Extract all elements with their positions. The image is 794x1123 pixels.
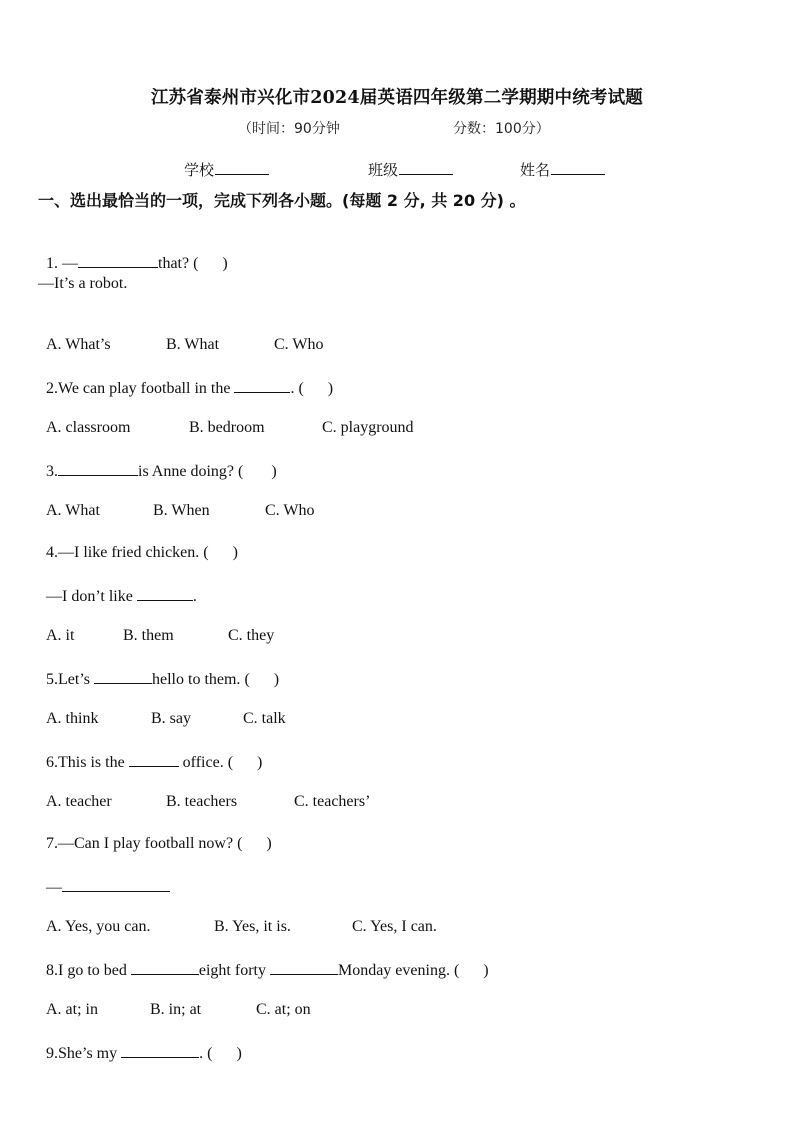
question-2-options <box>38 398 414 438</box>
question-text: 2.We can play football in the <box>46 380 231 397</box>
option-c[interactable]: C. talk <box>243 710 286 727</box>
option-c[interactable]: C. teachers’ <box>294 793 371 810</box>
answer-parenthesis[interactable]: ( ) <box>237 835 272 852</box>
exam-score: 分数：100分） <box>453 121 550 137</box>
option-c[interactable]: C. playground <box>322 419 414 436</box>
question-4 <box>38 523 238 563</box>
question-7 <box>38 814 272 854</box>
option-b[interactable]: B. When <box>153 502 210 519</box>
option-c[interactable]: C. Who <box>265 502 315 519</box>
exam-time: （时间：90分钟 <box>238 121 340 137</box>
section-heading: 一、选出最恰当的一项，完成下列各小题。(每题 2 分, 共 20 分) 。 <box>38 191 526 210</box>
option-a[interactable]: A. at; in <box>46 1001 98 1018</box>
question-7-reply <box>38 856 170 898</box>
answer-blank[interactable] <box>137 585 193 601</box>
school-blank[interactable] <box>215 158 269 175</box>
question-text: 5.Let’s <box>46 671 90 688</box>
answer-parenthesis[interactable]: ( ) <box>193 255 228 272</box>
option-a[interactable]: A. teacher <box>46 793 112 810</box>
reply-text: . <box>192 588 197 605</box>
question-3 <box>38 440 277 482</box>
answer-blank[interactable] <box>78 252 158 268</box>
option-b[interactable]: B. in; at <box>150 1001 202 1018</box>
answer-parenthesis[interactable]: ( ) <box>203 544 238 561</box>
option-a[interactable]: A. classroom <box>46 419 131 436</box>
question-text: Monday evening. <box>337 962 450 979</box>
answer-blank[interactable] <box>94 668 152 684</box>
class-label: 班级 <box>368 161 399 179</box>
option-a[interactable]: A. What’s <box>46 336 111 353</box>
class-blank[interactable] <box>399 158 453 175</box>
question-text: eight forty <box>198 962 266 979</box>
question-text: that? <box>158 255 190 272</box>
school-label: 学校 <box>184 161 215 179</box>
question-6-options <box>38 772 370 812</box>
question-text: 7.—Can I play football now? <box>46 835 234 852</box>
question-2 <box>38 357 333 399</box>
name-blank[interactable] <box>551 158 605 175</box>
answer-blank[interactable] <box>121 1042 199 1058</box>
option-c[interactable]: C. they <box>228 627 275 644</box>
answer-blank[interactable] <box>131 959 199 975</box>
option-b[interactable]: B. say <box>151 710 191 727</box>
option-c[interactable]: C. Who <box>274 336 324 353</box>
question-3-options <box>38 481 314 521</box>
answer-blank[interactable] <box>62 876 170 892</box>
question-8 <box>38 939 489 981</box>
reply-text: — <box>46 879 62 896</box>
question-text: hello to them. <box>152 671 241 688</box>
reply-text: —I don’t like <box>46 588 133 605</box>
page-title: 江苏省泰州市兴化市2024届英语四年级第二学期期中统考试题 <box>150 88 643 108</box>
option-b[interactable]: B. bedroom <box>189 419 265 436</box>
question-text: 4.—I like fried chicken. <box>46 544 200 561</box>
option-c[interactable]: C. at; on <box>256 1001 311 1018</box>
name-label: 姓名 <box>520 161 551 179</box>
answer-parenthesis[interactable]: ( ) <box>244 671 280 688</box>
answer-parenthesis[interactable]: ( ) <box>207 1045 242 1062</box>
question-4-options <box>38 606 274 646</box>
question-4-reply <box>38 565 197 607</box>
option-b[interactable]: B. them <box>123 627 174 644</box>
option-b[interactable]: B. What <box>166 336 220 353</box>
question-text: 3. <box>46 463 58 480</box>
answer-blank[interactable] <box>58 460 138 476</box>
question-7-options <box>38 897 437 937</box>
question-6 <box>38 731 262 773</box>
question-text: is Anne doing? <box>138 463 234 480</box>
class-field[interactable] <box>368 158 453 180</box>
option-a[interactable]: A. What <box>46 502 100 519</box>
option-a[interactable]: A. Yes, you can. <box>46 918 151 935</box>
question-text: 9.She’s my <box>46 1045 118 1062</box>
question-1 <box>38 232 228 274</box>
answer-blank[interactable] <box>129 751 179 767</box>
answer-parenthesis[interactable]: ( ) <box>227 754 263 771</box>
school-field[interactable] <box>184 158 269 180</box>
answer-parenthesis[interactable]: ( ) <box>453 962 489 979</box>
question-8-options <box>38 980 311 1020</box>
question-text: office. <box>182 754 224 771</box>
answer-blank[interactable] <box>234 377 290 393</box>
answer-parenthesis[interactable]: ( ) <box>238 463 277 480</box>
option-a[interactable]: A. it <box>46 627 75 644</box>
question-text: . <box>199 1045 204 1062</box>
question-text: 8.I go to bed <box>46 962 127 979</box>
option-a[interactable]: A. think <box>46 710 99 727</box>
question-text: 1. — <box>46 255 78 272</box>
question-9 <box>38 1022 242 1064</box>
question-5 <box>38 648 279 690</box>
answer-blank[interactable] <box>270 959 338 975</box>
question-text: . <box>290 380 295 397</box>
name-field[interactable] <box>520 158 605 180</box>
answer-parenthesis[interactable]: ( ) <box>298 380 334 397</box>
question-1-reply: —It’s a robot. <box>38 275 128 292</box>
option-b[interactable]: B. Yes, it is. <box>214 918 291 935</box>
option-c[interactable]: C. Yes, I can. <box>352 918 437 935</box>
option-b[interactable]: B. teachers <box>166 793 238 810</box>
question-1-options <box>38 315 323 355</box>
question-5-options <box>38 689 286 729</box>
question-text: 6.This is the <box>46 754 125 771</box>
